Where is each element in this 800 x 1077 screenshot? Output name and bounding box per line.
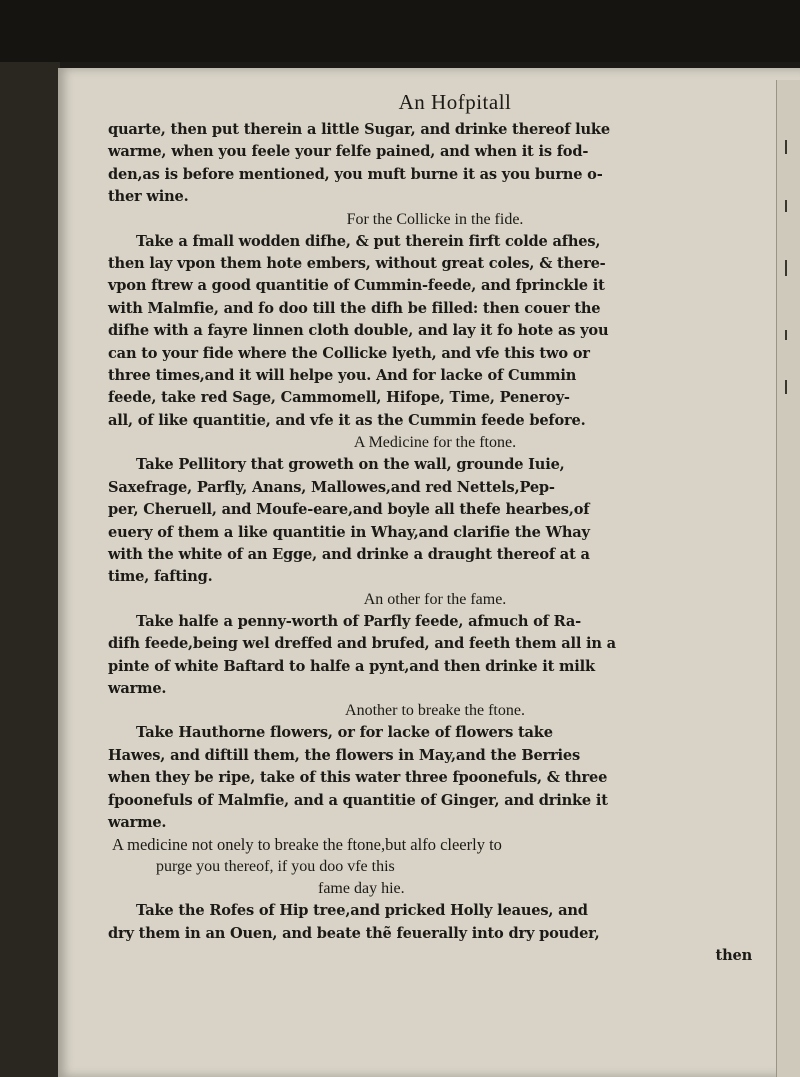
recipe-heading: Another to breake the ftone. <box>345 702 525 720</box>
text-line: warme, when you feele your felfe pained, and when it is fod- <box>108 143 589 161</box>
recipe-heading-line: purge you thereof, if you doo vfe this <box>156 858 395 876</box>
text-line: vpon ftrew a good quantitie of Cummin-feede, and fprinckle it <box>108 277 605 295</box>
text-blocks <box>108 119 762 968</box>
text-line: Take a fmall wodden difhe, & put therein firft colde afhes, <box>136 232 601 250</box>
text-line: with Malmfie, and fo doo till the difh be filled: then couer the <box>108 299 601 317</box>
text-line: dry them in an Ouen, and beate thẽ feuerally into dry pouder, <box>108 924 600 942</box>
text-line: Take Hauthorne flowers, or for lacke of flowers take <box>136 724 553 742</box>
text-line: quarte, then put therein a little Sugar, and drinke thereof luke <box>108 121 610 138</box>
text-line: feede, take red Sage, Cammomell, Hifope, Time, Peneroy- <box>108 389 570 407</box>
text-line: with the white of an Egge, and drinke a draught thereof at a <box>108 545 590 563</box>
recipe-paragraph <box>108 454 762 588</box>
text-line: pinte of white Baftard to halfe a pynt,and then drinke it milk <box>108 657 595 675</box>
text-line: difh feede,being wel dreffed and brufed, and feeth them all in a <box>108 635 616 653</box>
recipe-heading: A Medicine for the ftone. <box>353 434 517 452</box>
text-line: euery of them a like quantitie in Whay,and clarifie the Whay <box>108 523 590 541</box>
text-line: Take Pellitory that groweth on the wall, grounde Iuie, <box>136 456 565 474</box>
recipe-paragraph <box>108 900 762 967</box>
text-line: can to your fide where the Collicke lyeth, and vfe this two or <box>108 344 590 362</box>
facing-page-edge <box>776 80 800 1077</box>
recipe-paragraph <box>108 611 762 701</box>
text-line: per, Cheruell, and Moufe-eare,and boyle all thefe hearbes,of <box>108 501 590 519</box>
scan-top-shadow <box>0 0 800 62</box>
text-line: then lay vpon them hote embers, without great coles, & there- <box>108 255 606 273</box>
text-line: Take halfe a penny-worth of Parfly feede, afmuch of Ra- <box>136 612 581 630</box>
recipe-heading: For the Collicke in the fide. <box>346 210 524 228</box>
catchword: then <box>715 947 752 965</box>
running-header: An Hofpitall <box>398 90 512 114</box>
text-line: warme. <box>108 679 167 697</box>
text-line: fpoonefuls of Malmfie, and a quantitie of Ginger, and drinke it <box>108 791 608 809</box>
recipe-paragraph <box>108 231 762 433</box>
recipe-heading: An other for the fame. <box>363 590 507 608</box>
text-line: difhe with a fayre linnen cloth double, and lay it fo hote as you <box>108 322 609 340</box>
text-line: Hawes, and diftill them, the flowers in May,and the Berries <box>108 746 580 764</box>
text-line: when they be ripe, take of this water three fpoonefuls, & three <box>108 769 608 787</box>
text-line: warme. <box>108 813 167 831</box>
text-line: time, fafting. <box>108 568 213 586</box>
text-line: all, of like quantitie, and vfe it as the Cummin feede before. <box>108 411 586 429</box>
text-line: three times,and it will helpe you. And for lacke of Cummin <box>108 367 577 385</box>
recipe-heading-line: fame day hie. <box>318 880 405 898</box>
page-content <box>108 90 762 968</box>
text-line: Saxefrage, Parfly, Anans, Mallowes,and red Nettels,Pep- <box>108 478 555 496</box>
text-line: Take the Rofes of Hip tree,and pricked Holly leaues, and <box>136 902 588 920</box>
recipe-paragraph <box>108 722 762 834</box>
recipe-heading-line: A medicine not onely to breake the ftone,but alfo cleerly to <box>112 835 502 855</box>
text-line: ther wine. <box>108 188 189 206</box>
binding-gutter <box>0 62 60 1077</box>
text-line: den,as is before mentioned, you muft burne it as you burne o- <box>108 165 603 183</box>
recipe-paragraph <box>108 119 762 209</box>
